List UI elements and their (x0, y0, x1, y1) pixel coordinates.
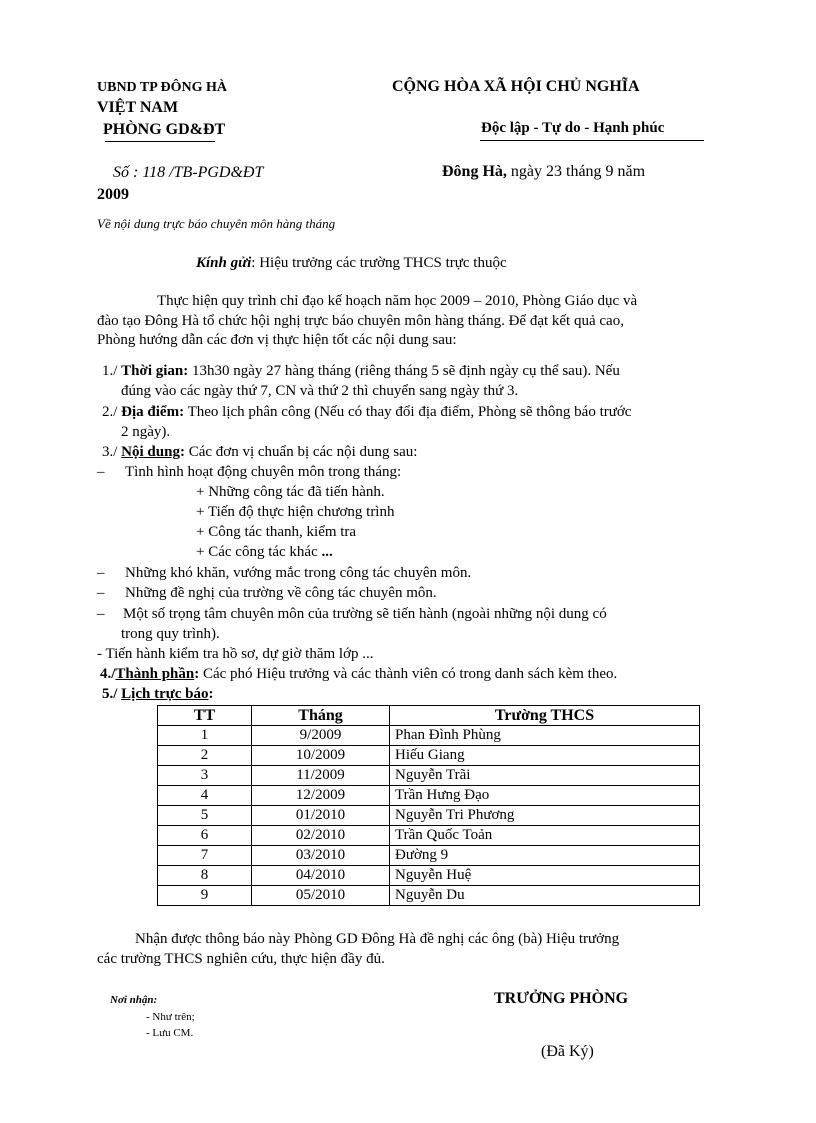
table-row (158, 886, 700, 906)
item-members (100, 664, 617, 684)
table-row (158, 826, 700, 846)
date-year: 2009 (97, 186, 129, 203)
item-schedule (102, 684, 214, 704)
item-time-num: 1./ (102, 363, 118, 379)
cell-month: 11/2009 (252, 766, 390, 786)
dash-3-text: Những đề nghị của trường về công tác chuyên môn. (125, 585, 437, 601)
item-members-label: Thành phần (115, 666, 195, 682)
cell-month: 9/2009 (252, 726, 390, 746)
cell-school: Nguyễn Du (390, 886, 700, 906)
dash-2-text: Những khó khăn, vướng mắc trong công tác chuyên môn. (125, 565, 472, 581)
agency-name: UBND TP ĐÔNG HÀ (97, 80, 228, 95)
date-line (442, 163, 645, 181)
cell-month: 12/2009 (252, 786, 390, 806)
schedule-table (157, 705, 700, 906)
document-subject: Về nội dung trực báo chuyên môn hàng tháng (97, 216, 336, 231)
cell-school: Nguyễn Tri Phương (390, 806, 700, 826)
item-content-text: Các đơn vị chuẩn bị các nội dung sau: (188, 444, 418, 460)
table-row (158, 846, 700, 866)
cell-school: Đường 9 (390, 846, 700, 866)
cell-month: 02/2010 (252, 826, 390, 846)
cell-tt: 6 (158, 826, 252, 846)
item-schedule-colon: : (208, 686, 214, 702)
cell-tt: 2 (158, 746, 252, 766)
motto: Độc lập - Tự do - Hạnh phúc (481, 120, 665, 136)
cell-tt: 7 (158, 846, 252, 866)
document-number: Số : 118 /TB-PGD&ĐT (113, 164, 264, 181)
item-place-num: 2./ (102, 404, 118, 420)
cell-school: Nguyễn Huệ (390, 866, 700, 886)
cell-school: Phan Đình Phùng (390, 726, 700, 746)
item-time-text: 13h30 ngày 27 hàng tháng (riêng tháng 5 sẽ định ngày cụ thể sau). Nếu (192, 363, 620, 379)
recipient-colon: : (251, 255, 256, 271)
cell-tt: 4 (158, 786, 252, 806)
dash-1-text: Tình hình hoạt động chuyên môn trong tháng: (125, 464, 402, 480)
item-place-text: Theo lịch phân công (Nếu có thay đổi địa điểm, Phòng sẽ thông báo trước (187, 404, 632, 420)
cell-tt: 9 (158, 886, 252, 906)
item-schedule-label: Lịch trực báo (121, 686, 209, 702)
recipients-label: Nơi nhận: (110, 994, 158, 1006)
dash-1-bullet: – (97, 464, 105, 480)
item-content (102, 442, 417, 462)
closing-line-2: các trường THCS nghiên cứu, thực hiện đầy đủ. (97, 951, 385, 967)
dash-4-line-2: trong quy trình). (121, 626, 220, 642)
intro-line-3: Phòng hướng dẫn các đơn vị thực hiện tốt các nội dung sau: (97, 332, 457, 348)
cell-tt: 5 (158, 806, 252, 826)
dash-4-text: Một số trọng tâm chuyên môn của trường sẽ tiến hành (ngoài những nội dung có (123, 606, 607, 622)
recipient-label: Kính gửi (196, 255, 252, 271)
sub-item-3: + Công tác thanh, kiểm tra (196, 524, 357, 540)
item-place (102, 402, 631, 422)
cell-school: Trần Quốc Toản (390, 826, 700, 846)
sub-item-4-text: + Các công tác khác (196, 544, 318, 560)
item-content-num: 3./ (102, 444, 118, 460)
dash-5-text: - Tiến hành kiểm tra hồ sơ, dự giờ thăm lớp ... (97, 646, 374, 662)
item-place-label: Địa điểm: (121, 404, 185, 420)
table-row (158, 726, 700, 746)
cell-month: 05/2010 (252, 886, 390, 906)
sub-item-4-ellipsis: ... (321, 544, 333, 560)
cell-tt: 3 (158, 766, 252, 786)
sub-item-2: + Tiến độ thực hiện chương trình (196, 504, 395, 520)
cell-month: 03/2010 (252, 846, 390, 866)
country-name-continued: VIỆT NAM (97, 99, 179, 116)
table-row (158, 806, 700, 826)
item-members-colon: : (194, 666, 200, 682)
table-header-row (158, 706, 700, 726)
item-time-label: Thời gian: (121, 363, 189, 379)
intro-line-2: đào tạo Đông Hà tổ chức hội nghị trực báo chuyên môn hàng tháng. Để đạt kết quả cao, (97, 313, 624, 329)
recipient-line (196, 255, 507, 272)
col-header-month: Tháng (252, 706, 390, 726)
sub-item-4 (196, 542, 333, 562)
table-row (158, 866, 700, 886)
sub-item-1: + Những công tác đã tiến hành. (196, 484, 385, 500)
item-time (102, 361, 620, 381)
item-schedule-num: 5./ (102, 686, 118, 702)
dash-2-bullet: – (97, 565, 105, 581)
item-members-num: 4./ (100, 666, 116, 682)
cell-month: 01/2010 (252, 806, 390, 826)
cell-school: Hiếu Giang (390, 746, 700, 766)
republic-title: CỘNG HÒA XÃ HỘI CHỦ NGHĨA (392, 78, 640, 95)
recipient-text: Hiệu trưởng các trường THCS trực thuộc (259, 255, 507, 271)
item-place-line-2: 2 ngày). (121, 424, 171, 440)
table-row (158, 746, 700, 766)
recipient-item-1: - Như trên; (146, 1011, 195, 1023)
dash-4-bullet: – (97, 606, 105, 622)
item-content-colon: : (179, 444, 185, 460)
table-row (158, 786, 700, 806)
cell-school: Nguyễn Trãi (390, 766, 700, 786)
department-underline (105, 141, 215, 142)
item-members-text: Các phó Hiệu trưởng và các thành viên có trong danh sách kèm theo. (202, 666, 618, 682)
item-time-line-2: đúng vào các ngày thứ 7, CN và thứ 2 thì chuyển sang ngày thứ 3. (121, 383, 519, 399)
intro-line-1: Thực hiện quy trình chỉ đạo kế hoạch năm học 2009 – 2010, Phòng Giáo dục và (157, 293, 638, 309)
date-text: ngày 23 tháng 9 năm (510, 163, 646, 180)
table-row (158, 766, 700, 786)
date-place: Đông Hà, (442, 163, 507, 180)
item-content-label: Nội dung (121, 444, 180, 460)
cell-month: 04/2010 (252, 866, 390, 886)
signed-note: (Đã Ký) (541, 1043, 594, 1060)
department-name: PHÒNG GD&ĐT (103, 121, 226, 138)
cell-month: 10/2009 (252, 746, 390, 766)
motto-underline (480, 140, 704, 141)
col-header-tt: TT (158, 706, 252, 726)
signer-title: TRƯỞNG PHÒNG (494, 990, 629, 1007)
dash-3-bullet: – (97, 585, 105, 601)
closing-line-1: Nhận được thông báo này Phòng GD Đông Hà đề nghị các ông (bà) Hiệu trưởng (135, 931, 620, 947)
cell-tt: 8 (158, 866, 252, 886)
col-header-school: Trường THCS (390, 706, 700, 726)
cell-tt: 1 (158, 726, 252, 746)
recipient-item-2: - Lưu CM. (146, 1027, 194, 1039)
cell-school: Trần Hưng Đạo (390, 786, 700, 806)
